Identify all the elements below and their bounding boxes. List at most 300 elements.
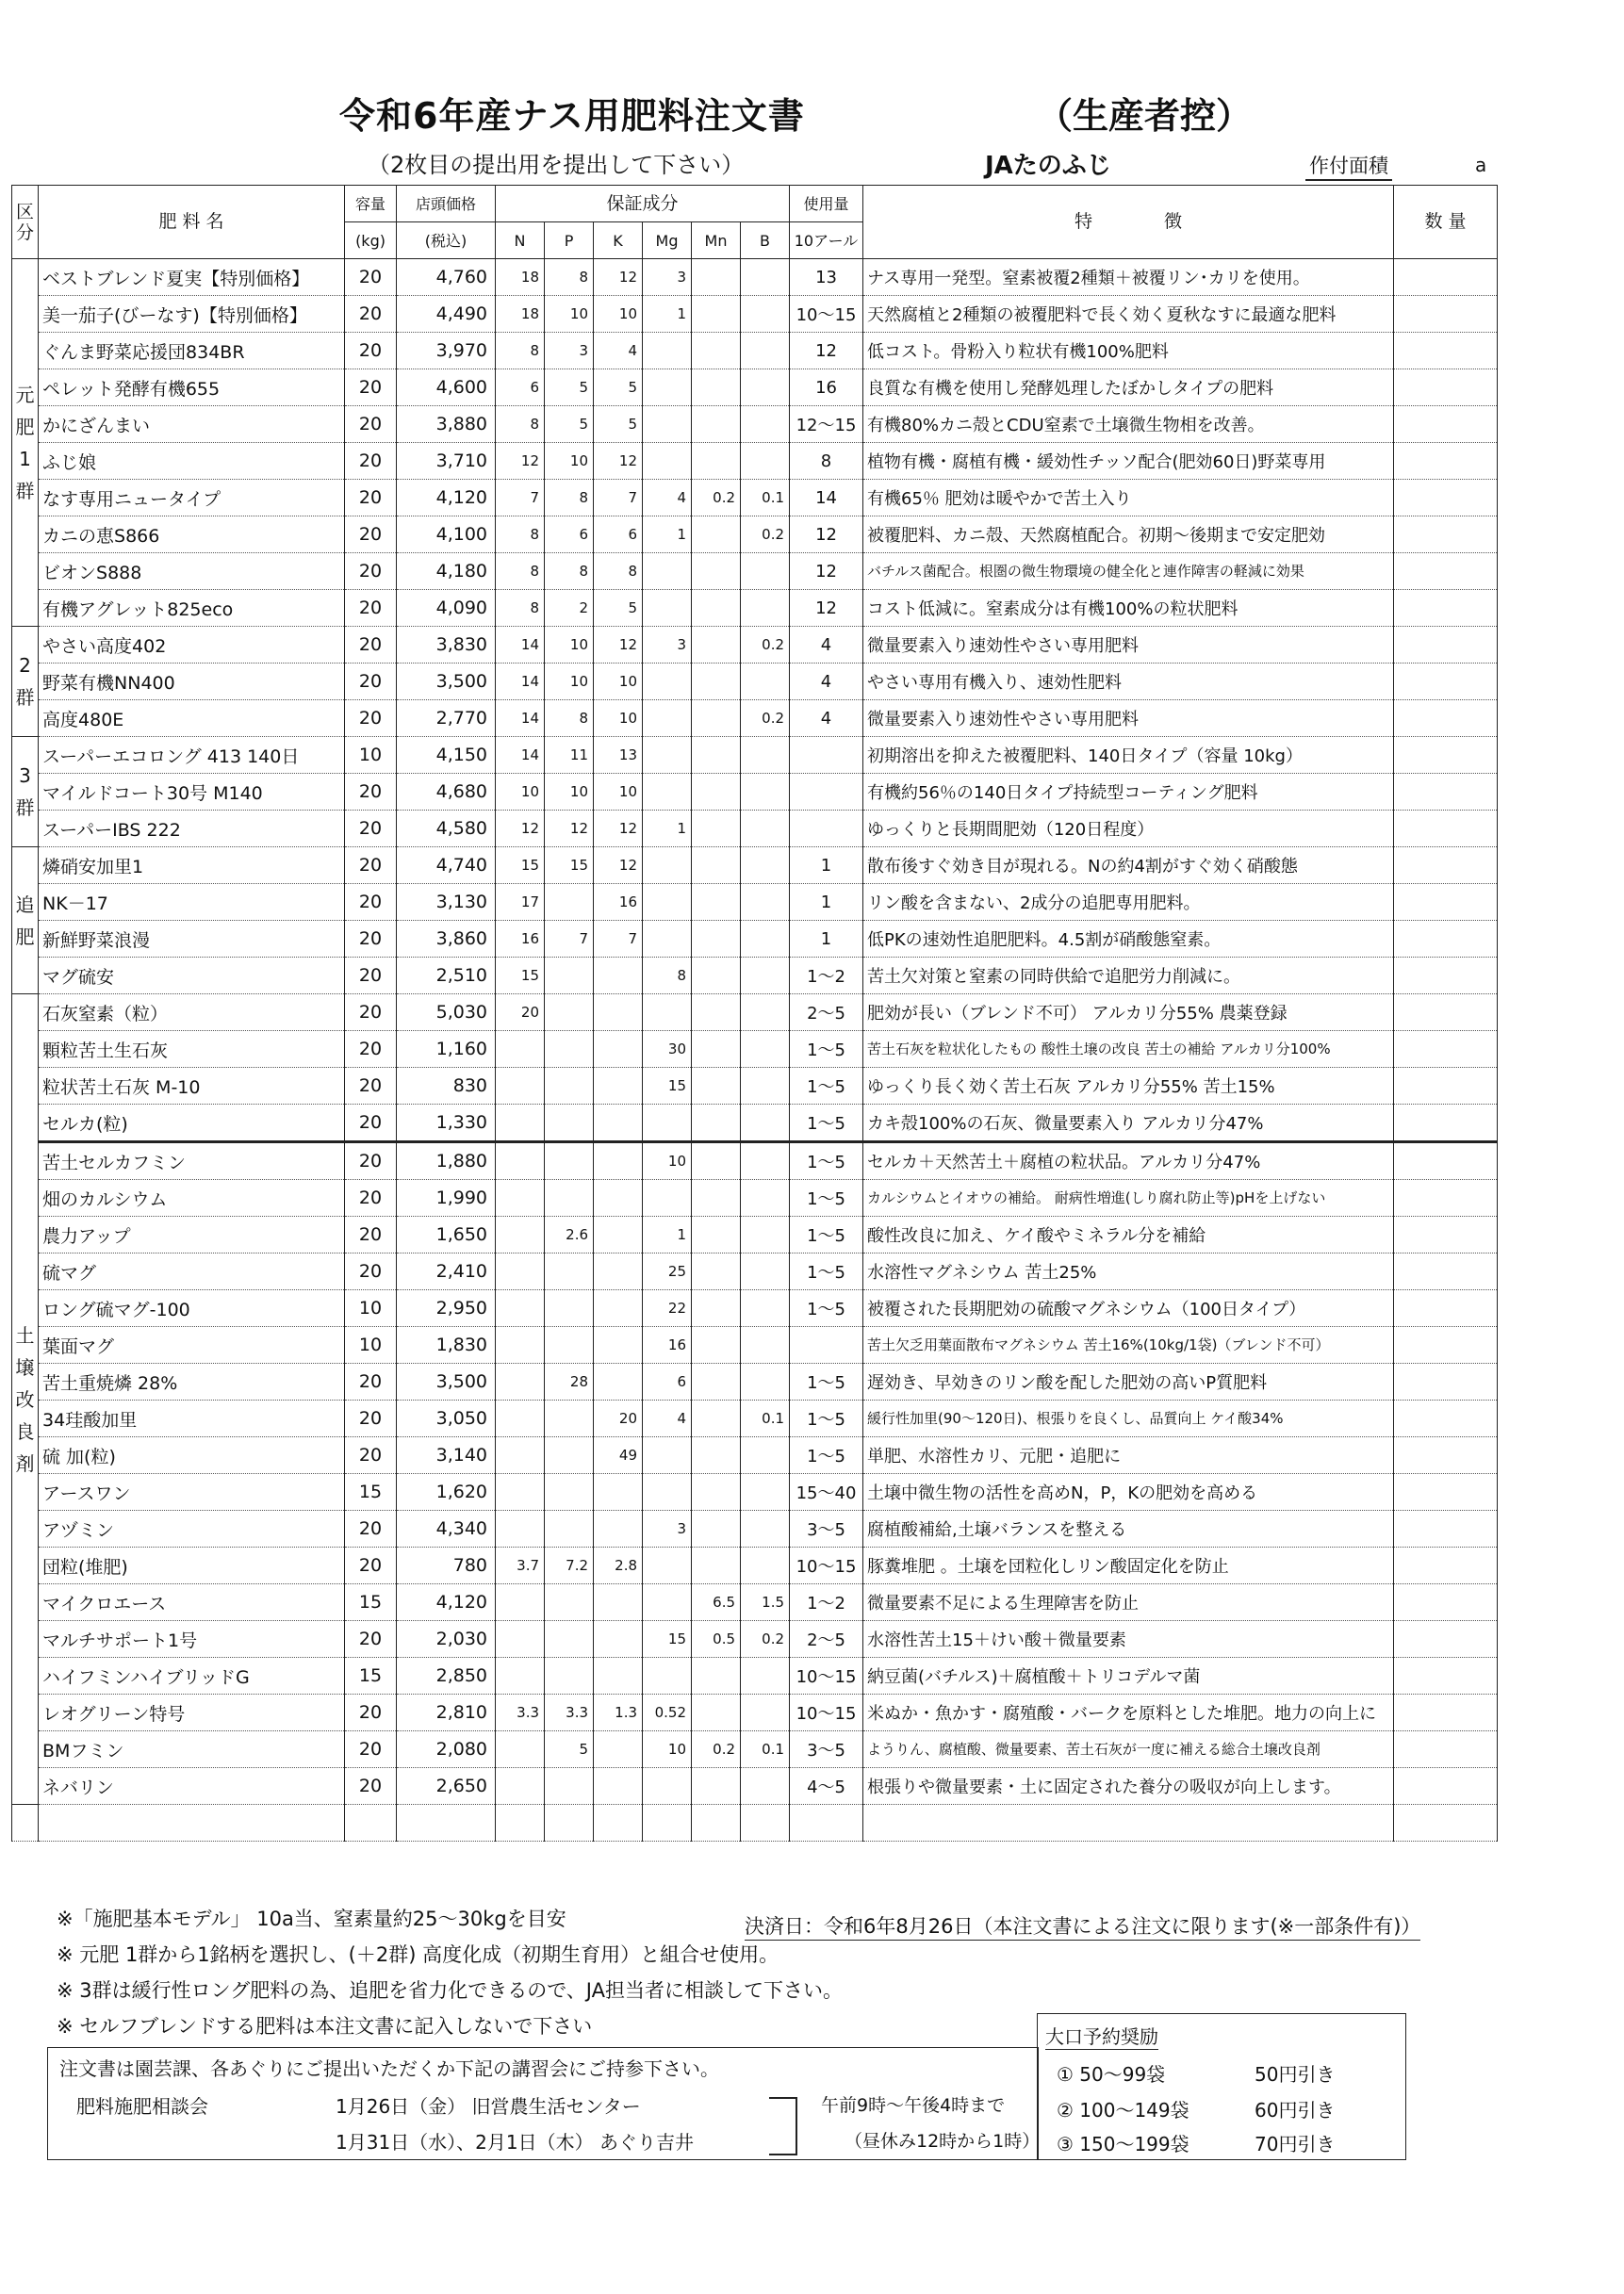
feature-cell: やさい専用有機入り、速効性肥料 <box>863 664 1394 700</box>
element-n-cell <box>496 1511 545 1548</box>
quantity-input-cell[interactable] <box>1394 847 1498 884</box>
quantity-input-cell[interactable] <box>1394 259 1498 296</box>
element-mg-cell: 1 <box>643 811 692 847</box>
fertilizer-name: 葉面マグ <box>39 1327 345 1364</box>
brace-divider <box>769 2097 797 2155</box>
quantity-input-cell[interactable] <box>1394 1474 1498 1511</box>
element-n-cell: 15 <box>496 958 545 994</box>
element-n-cell <box>496 1401 545 1437</box>
deadline: 決済日：令和6年8月26日（本注文書による注文に限ります(※一部条件有)） <box>745 1911 1420 1941</box>
quantity-input-cell[interactable] <box>1394 1105 1498 1142</box>
price-cell: 1,620 <box>397 1474 496 1511</box>
fertilizer-name: 硫 加(粒) <box>39 1437 345 1474</box>
element-p-cell <box>545 1658 594 1695</box>
element-mg-cell <box>643 1474 692 1511</box>
quantity-input-cell[interactable] <box>1394 774 1498 811</box>
order-box-lead: 注文書は園芸課、各あぐりにご提出いただくか下記の講習会にご持参下さい。 <box>59 2057 719 2080</box>
element-k-cell: 7 <box>594 480 643 516</box>
element-k-cell: 12 <box>594 443 643 480</box>
feature-cell: 微量要素入り速効性やさい専用肥料 <box>863 627 1394 664</box>
price-cell: 5,030 <box>397 994 496 1031</box>
usage-cell: 1～2 <box>790 958 863 994</box>
element-n-cell <box>496 1327 545 1364</box>
fertilizer-name: ふじ娘 <box>39 443 345 480</box>
element-p-cell <box>545 1254 594 1290</box>
col-el-n: N <box>496 222 545 259</box>
element-mg-cell: 1 <box>643 1217 692 1254</box>
element-p-cell: 12 <box>545 811 594 847</box>
col-el-p: P <box>545 222 594 259</box>
element-b-cell <box>741 1142 790 1180</box>
capacity-cell: 15 <box>345 1658 397 1695</box>
quantity-input-cell[interactable] <box>1394 553 1498 590</box>
element-mn-cell <box>692 259 741 296</box>
element-b-cell <box>741 774 790 811</box>
element-b-cell <box>741 1768 790 1805</box>
table-row <box>12 296 1498 333</box>
capacity-cell: 20 <box>345 1364 397 1401</box>
element-k-cell <box>594 1584 643 1621</box>
capacity-cell: 20 <box>345 1105 397 1142</box>
price-cell: 1,830 <box>397 1327 496 1364</box>
price-cell: 2,850 <box>397 1658 496 1695</box>
price-cell: 2,030 <box>397 1621 496 1658</box>
quantity-input-cell[interactable] <box>1394 480 1498 516</box>
element-b-cell: 0.2 <box>741 700 790 737</box>
feature-cell: リン酸を含まない、2成分の追肥専用肥料。 <box>863 884 1394 921</box>
capacity-cell: 20 <box>345 847 397 884</box>
feature-cell: 散布後すぐ効き目が現れる。Nの約4割がすぐ効く硝酸態 <box>863 847 1394 884</box>
table-row <box>12 259 1498 296</box>
usage-cell: 1～5 <box>790 1437 863 1474</box>
feature-cell: 有機65％ 肥効は暖やかで苦土入り <box>863 480 1394 516</box>
element-k-cell <box>594 1658 643 1695</box>
element-k-cell: 49 <box>594 1437 643 1474</box>
quantity-input-cell[interactable] <box>1394 884 1498 921</box>
fertilizer-name: ぐんま野菜応援団834BR <box>39 333 345 369</box>
price-cell: 4,100 <box>397 516 496 553</box>
col-el-mg: Mg <box>643 222 692 259</box>
quantity-input-cell[interactable] <box>1394 1254 1498 1290</box>
table-row <box>12 1584 1498 1621</box>
feature-cell: ナス専用一発型。窒素被覆2種類＋被覆リン･カリを使用。 <box>863 259 1394 296</box>
element-b-cell <box>741 553 790 590</box>
quantity-input-cell[interactable] <box>1394 1731 1498 1768</box>
event-date-2: 1月31日（水）、2月1日（木） あぐり吉井 <box>336 2131 694 2154</box>
usage-cell: 4 <box>790 627 863 664</box>
element-p-cell: 6 <box>545 516 594 553</box>
group-label: 2群 <box>12 627 39 737</box>
quantity-input-cell[interactable] <box>1394 1364 1498 1401</box>
element-mg-cell: 25 <box>643 1254 692 1290</box>
area-field-label: 作付面積 <box>1305 151 1392 181</box>
element-mn-cell <box>692 1364 741 1401</box>
quantity-input-cell[interactable] <box>1394 369 1498 406</box>
event-name: 肥料施肥相談会 <box>76 2095 208 2118</box>
discount-range: ③ 150～199袋 <box>1057 2133 1189 2155</box>
element-mn-cell <box>692 958 741 994</box>
element-mg-cell: 15 <box>643 1621 692 1658</box>
element-b-cell <box>741 1364 790 1401</box>
fertilizer-name: ペレット発酵有機655 <box>39 369 345 406</box>
element-p-cell: 28 <box>545 1364 594 1401</box>
feature-cell: 酸性改良に加え、ケイ酸やミネラル分を補給 <box>863 1217 1394 1254</box>
element-n-cell: 14 <box>496 700 545 737</box>
element-p-cell <box>545 1437 594 1474</box>
usage-cell: 1～2 <box>790 1584 863 1621</box>
table-row <box>12 1217 1498 1254</box>
price-cell: 1,650 <box>397 1217 496 1254</box>
blank-cell <box>863 1805 1394 1842</box>
element-b-cell <box>741 259 790 296</box>
element-k-cell: 16 <box>594 884 643 921</box>
element-mg-cell <box>643 847 692 884</box>
element-mn-cell <box>692 921 741 958</box>
price-cell: 3,500 <box>397 664 496 700</box>
element-b-cell <box>741 884 790 921</box>
usage-cell: 4 <box>790 664 863 700</box>
element-k-cell: 12 <box>594 627 643 664</box>
col-capacity: 容量 <box>345 186 397 222</box>
element-k-cell: 5 <box>594 406 643 443</box>
table-row <box>12 553 1498 590</box>
col-qty: 数 量 <box>1394 186 1498 259</box>
element-mg-cell <box>643 1180 692 1217</box>
element-mn-cell <box>692 1474 741 1511</box>
element-p-cell: 10 <box>545 664 594 700</box>
element-mn-cell <box>692 1437 741 1474</box>
price-cell: 780 <box>397 1548 496 1584</box>
element-b-cell <box>741 958 790 994</box>
feature-cell: ようりん、腐植酸、微量要素、苦土石灰が一度に補える総合土壌改良剤 <box>863 1731 1394 1768</box>
price-cell: 1,160 <box>397 1031 496 1068</box>
feature-cell: 遅効き、早効きのリン酸を配した肥効の高いP質肥料 <box>863 1364 1394 1401</box>
quantity-input-cell[interactable] <box>1394 1031 1498 1068</box>
price-cell: 2,810 <box>397 1695 496 1731</box>
element-mg-cell <box>643 1584 692 1621</box>
table-row <box>12 1621 1498 1658</box>
fertilizer-name: 34珪酸加里 <box>39 1401 345 1437</box>
blank-cell <box>397 1805 496 1842</box>
price-cell: 3,050 <box>397 1401 496 1437</box>
element-p-cell: 15 <box>545 847 594 884</box>
org-name: JAたのふじ <box>985 152 1111 180</box>
fertilizer-name: マルチサポート1号 <box>39 1621 345 1658</box>
quantity-input-cell[interactable] <box>1394 333 1498 369</box>
element-p-cell <box>545 1105 594 1142</box>
group-label: 追肥 <box>12 847 39 994</box>
capacity-cell: 15 <box>345 1474 397 1511</box>
element-k-cell: 2.8 <box>594 1548 643 1584</box>
element-mg-cell <box>643 443 692 480</box>
element-b-cell <box>741 1180 790 1217</box>
col-guarantee: 保証成分 <box>496 186 790 222</box>
feature-cell: ゆっくりと長期間肥効（120日程度） <box>863 811 1394 847</box>
element-p-cell <box>545 1768 594 1805</box>
element-p-cell <box>545 994 594 1031</box>
table-row <box>12 1031 1498 1068</box>
quantity-input-cell[interactable] <box>1394 296 1498 333</box>
table-row <box>12 811 1498 847</box>
feature-cell: 低コスト。骨粉入り粒状有機100%肥料 <box>863 333 1394 369</box>
element-b-cell: 0.1 <box>741 480 790 516</box>
price-cell: 4,180 <box>397 553 496 590</box>
element-mn-cell: 0.5 <box>692 1621 741 1658</box>
note-3: ※ 3群は緩行性ロング肥料の為、追肥を省力化できるので、JA担当者に相談して下さい。 <box>57 1979 843 2002</box>
event-lunch: （昼休み12時から1時） <box>845 2131 1041 2152</box>
col-el-k: K <box>594 222 643 259</box>
element-mn-cell: 6.5 <box>692 1584 741 1621</box>
capacity-cell: 20 <box>345 1180 397 1217</box>
col-el-mn: Mn <box>692 222 741 259</box>
element-n-cell: 17 <box>496 884 545 921</box>
element-p-cell <box>545 1327 594 1364</box>
quantity-input-cell[interactable] <box>1394 958 1498 994</box>
quantity-input-cell[interactable] <box>1394 406 1498 443</box>
element-n-cell <box>496 1364 545 1401</box>
element-b-cell <box>741 1254 790 1290</box>
fertilizer-name: BMフミン <box>39 1731 345 1768</box>
col-capacity-unit: (kg) <box>345 222 397 259</box>
feature-cell: 苦土欠乏用葉面散布マグネシウム 苦土16%(10kg/1袋)（ブレンド不可） <box>863 1327 1394 1364</box>
fertilizer-name: 有機アグレット825eco <box>39 590 345 627</box>
element-mg-cell <box>643 333 692 369</box>
element-n-cell: 10 <box>496 774 545 811</box>
element-mn-cell <box>692 774 741 811</box>
quantity-input-cell[interactable] <box>1394 1658 1498 1695</box>
quantity-input-cell[interactable] <box>1394 1621 1498 1658</box>
element-p-cell <box>545 958 594 994</box>
element-n-cell <box>496 1584 545 1621</box>
fertilizer-name: 高度480E <box>39 700 345 737</box>
feature-cell: 良質な有機を使用し発酵処理したぼかしタイプの肥料 <box>863 369 1394 406</box>
price-cell: 3,970 <box>397 333 496 369</box>
price-cell: 3,140 <box>397 1437 496 1474</box>
element-p-cell: 3.3 <box>545 1695 594 1731</box>
fertilizer-name: セルカ(粒) <box>39 1105 345 1142</box>
element-mn-cell <box>692 811 741 847</box>
usage-cell: 2～5 <box>790 994 863 1031</box>
usage-cell: 1～5 <box>790 1142 863 1180</box>
discount-range: ② 100～149袋 <box>1057 2099 1189 2122</box>
fertilizer-name: マイルドコート30号 M140 <box>39 774 345 811</box>
price-cell: 2,510 <box>397 958 496 994</box>
quantity-input-cell[interactable] <box>1394 1511 1498 1548</box>
usage-cell: 1～5 <box>790 1290 863 1327</box>
feature-cell: バチルス菌配合。根圏の微生物環境の健全化と連作障害の軽減に効果 <box>863 553 1394 590</box>
capacity-cell: 20 <box>345 1217 397 1254</box>
element-p-cell <box>545 1621 594 1658</box>
quantity-input-cell[interactable] <box>1394 627 1498 664</box>
feature-cell: 有機80%カニ殻とCDU窒素で土壌微生物相を改善。 <box>863 406 1394 443</box>
quantity-input-cell[interactable] <box>1394 811 1498 847</box>
quantity-input-cell[interactable] <box>1394 1768 1498 1805</box>
usage-cell: 12 <box>790 553 863 590</box>
element-mn-cell <box>692 737 741 774</box>
element-n-cell <box>496 1217 545 1254</box>
col-usage: 使用量 <box>790 186 863 222</box>
element-k-cell <box>594 1068 643 1105</box>
feature-cell: ゆっくり長く効く苦土石灰 アルカリ分55% 苦土15% <box>863 1068 1394 1105</box>
capacity-cell: 20 <box>345 1731 397 1768</box>
usage-cell: 1～5 <box>790 1031 863 1068</box>
group-label: 土壌改良剤 <box>12 994 39 1805</box>
quantity-input-cell[interactable] <box>1394 1217 1498 1254</box>
capacity-cell: 10 <box>345 1327 397 1364</box>
element-n-cell: 18 <box>496 259 545 296</box>
fertilizer-name: NK－17 <box>39 884 345 921</box>
element-k-cell <box>594 1731 643 1768</box>
quantity-input-cell[interactable] <box>1394 737 1498 774</box>
element-p-cell: 7 <box>545 921 594 958</box>
element-p-cell: 8 <box>545 259 594 296</box>
element-mg-cell: 8 <box>643 958 692 994</box>
price-cell: 4,760 <box>397 259 496 296</box>
table-row <box>12 480 1498 516</box>
fertilizer-name: 苦土セルカフミン <box>39 1142 345 1180</box>
price-cell: 3,830 <box>397 627 496 664</box>
feature-cell: 天然腐植と2種類の被覆肥料で長く効く夏秋なすに最適な肥料 <box>863 296 1394 333</box>
blank-cell <box>345 1805 397 1842</box>
element-mn-cell <box>692 1327 741 1364</box>
quantity-input-cell[interactable] <box>1394 994 1498 1031</box>
element-k-cell <box>594 1180 643 1217</box>
element-mg-cell: 15 <box>643 1068 692 1105</box>
quantity-input-cell[interactable] <box>1394 1401 1498 1437</box>
price-cell: 4,490 <box>397 296 496 333</box>
element-k-cell <box>594 1621 643 1658</box>
element-k-cell <box>594 1290 643 1327</box>
element-p-cell: 8 <box>545 700 594 737</box>
element-mn-cell <box>692 1180 741 1217</box>
element-mn-cell <box>692 296 741 333</box>
usage-cell: 3～5 <box>790 1731 863 1768</box>
element-mg-cell <box>643 590 692 627</box>
capacity-cell: 20 <box>345 994 397 1031</box>
quantity-input-cell[interactable] <box>1394 1290 1498 1327</box>
price-cell: 2,080 <box>397 1731 496 1768</box>
table-row <box>12 1327 1498 1364</box>
fertilizer-name: やさい高度402 <box>39 627 345 664</box>
quantity-input-cell[interactable] <box>1394 1327 1498 1364</box>
feature-cell: 水溶性苦土15＋けい酸＋微量要素 <box>863 1621 1394 1658</box>
element-p-cell <box>545 1584 594 1621</box>
price-cell: 4,740 <box>397 847 496 884</box>
fertilizer-name: 野菜有機NN400 <box>39 664 345 700</box>
element-n-cell <box>496 1731 545 1768</box>
usage-cell: 16 <box>790 369 863 406</box>
table-row <box>12 1142 1498 1180</box>
element-n-cell <box>496 1621 545 1658</box>
element-p-cell <box>545 1401 594 1437</box>
element-p-cell: 10 <box>545 296 594 333</box>
feature-cell: 苦土欠対策と窒素の同時供給で追肥労力削減に。 <box>863 958 1394 994</box>
discount-value: 50円引き <box>1255 2063 1336 2086</box>
fertilizer-name: アースワン <box>39 1474 345 1511</box>
element-b-cell <box>741 664 790 700</box>
element-b-cell <box>741 296 790 333</box>
element-mn-cell <box>692 1658 741 1695</box>
usage-cell: 10～15 <box>790 1695 863 1731</box>
col-price: 店頭価格 <box>397 186 496 222</box>
table-row <box>12 1511 1498 1548</box>
fertilizer-name: 燐硝安加里1 <box>39 847 345 884</box>
quantity-input-cell[interactable] <box>1394 664 1498 700</box>
element-p-cell: 11 <box>545 737 594 774</box>
element-mn-cell <box>692 994 741 1031</box>
usage-cell: 1～5 <box>790 1364 863 1401</box>
quantity-input-cell[interactable] <box>1394 1437 1498 1474</box>
element-n-cell: 8 <box>496 516 545 553</box>
discount-range: ① 50～99袋 <box>1057 2063 1166 2086</box>
quantity-input-cell[interactable] <box>1394 1584 1498 1621</box>
element-b-cell: 0.2 <box>741 516 790 553</box>
quantity-input-cell[interactable] <box>1394 1142 1498 1180</box>
element-b-cell <box>741 1031 790 1068</box>
feature-cell: 水溶性マグネシウム 苦土25% <box>863 1254 1394 1290</box>
element-n-cell: 8 <box>496 553 545 590</box>
fertilizer-name: スーパーエコロング 413 140日 <box>39 737 345 774</box>
usage-cell: 4 <box>790 700 863 737</box>
quantity-input-cell[interactable] <box>1394 1548 1498 1584</box>
usage-cell: 1 <box>790 921 863 958</box>
element-b-cell <box>741 1474 790 1511</box>
quantity-input-cell[interactable] <box>1394 1695 1498 1731</box>
fertilizer-name: 美一茄子(びーなす)【特別価格】 <box>39 296 345 333</box>
quantity-input-cell[interactable] <box>1394 1180 1498 1217</box>
element-b-cell <box>741 406 790 443</box>
element-mn-cell <box>692 1068 741 1105</box>
usage-cell: 8 <box>790 443 863 480</box>
element-p-cell: 10 <box>545 774 594 811</box>
quantity-input-cell[interactable] <box>1394 516 1498 553</box>
element-mg-cell: 4 <box>643 1401 692 1437</box>
element-k-cell: 12 <box>594 259 643 296</box>
table-row <box>12 1180 1498 1217</box>
element-mg-cell <box>643 1658 692 1695</box>
quantity-input-cell[interactable] <box>1394 700 1498 737</box>
element-k-cell: 5 <box>594 369 643 406</box>
element-mg-cell: 10 <box>643 1142 692 1180</box>
element-p-cell <box>545 1031 594 1068</box>
fertilizer-name: ビオンS888 <box>39 553 345 590</box>
element-mg-cell <box>643 369 692 406</box>
quantity-input-cell[interactable] <box>1394 443 1498 480</box>
element-b-cell <box>741 737 790 774</box>
table-row <box>12 737 1498 774</box>
table-row <box>12 1658 1498 1695</box>
fertilizer-name: ネバリン <box>39 1768 345 1805</box>
element-mg-cell <box>643 1548 692 1584</box>
element-p-cell: 7.2 <box>545 1548 594 1584</box>
element-b-cell <box>741 1511 790 1548</box>
element-p-cell: 8 <box>545 480 594 516</box>
element-mn-cell <box>692 333 741 369</box>
usage-cell: 1～5 <box>790 1180 863 1217</box>
element-k-cell <box>594 1105 643 1142</box>
element-n-cell <box>496 1142 545 1180</box>
element-b-cell <box>741 1695 790 1731</box>
quantity-input-cell[interactable] <box>1394 590 1498 627</box>
element-k-cell <box>594 1031 643 1068</box>
element-b-cell <box>741 1658 790 1695</box>
table-row <box>12 1401 1498 1437</box>
blank-cell <box>12 1805 39 1842</box>
quantity-input-cell[interactable] <box>1394 1068 1498 1105</box>
quantity-input-cell[interactable] <box>1394 921 1498 958</box>
price-cell: 4,600 <box>397 369 496 406</box>
usage-cell: 12 <box>790 333 863 369</box>
